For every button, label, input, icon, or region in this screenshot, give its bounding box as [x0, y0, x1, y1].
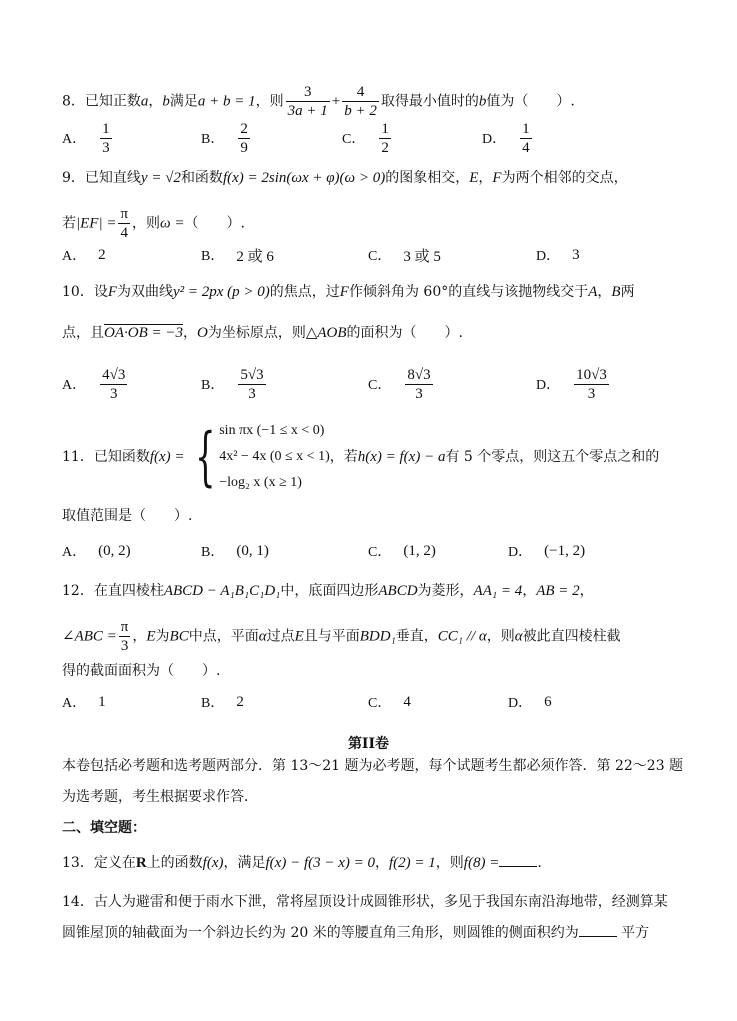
q8-option-b[interactable]: B． $\frac{2}{9}$: [201, 120, 248, 156]
q8-option-a[interactable]: A． $\frac{1}{3}$: [62, 120, 110, 156]
q9-stem: 9．已知直线y = √2和函数f(x) = 2sin(ωx + φ)(ω > 0)的图象相交，E，F为两个相邻的交点，: [62, 170, 628, 186]
section-desc-2: 为选考题，考生根据要求作答．: [62, 789, 258, 805]
q10-stem: 10．设F为双曲线y² = 2px (p > 0)的焦点，过F作倾斜角为 60°的直线与该抛物线交于A，B两: [62, 284, 635, 300]
q9-option-d[interactable]: D． 3: [536, 246, 580, 264]
q9-options: [62, 245, 682, 265]
q8-option-d[interactable]: D． $\frac{1}{4}$: [482, 120, 530, 156]
q10-option-b[interactable]: B． $\frac{5√3}{3}$: [201, 366, 264, 402]
q12-option-b[interactable]: B． 2: [201, 693, 244, 711]
q11-option-a[interactable]: A． (0, 2): [62, 542, 131, 560]
q12-options: [62, 692, 682, 712]
q8-frac2: $\frac{4}{b + 2}$: [344, 84, 377, 119]
q14-answer-blank[interactable]: [579, 922, 617, 937]
q11-option-b[interactable]: B． (0, 1): [201, 542, 269, 560]
q10-option-d[interactable]: D． $\frac{10√3}{3}$: [536, 366, 607, 402]
q8-options: [62, 118, 682, 158]
q10-option-a[interactable]: A． $\frac{4√3}{3}$: [62, 366, 126, 402]
q11-stem-2: 取值范围是（ ）.: [62, 508, 193, 524]
q12-stem-2: ∠ABC = $\frac{\pi}{3}$ ，E为BC中点，平面α过点E且与平面BDD₁垂直，CC₁ // α，则α被此直四棱柱截: [62, 619, 621, 654]
q8-stem: 8．已知正数a，b满足a + b = 1，则 $\frac{3}{3a + 1}$ + $\frac{4}{b + 2}$ 取得最小值时的b值为（ ）.: [62, 84, 575, 119]
q8-option-c[interactable]: C． $\frac{1}{2}$: [342, 120, 389, 156]
q12-stem-3: 得的截面面积为（ ）.: [62, 663, 221, 679]
q11-piecewise: sin πx (−1 ≤ x < 0) 4x² − 4x (0 ≤ x < 1) −log₂ x (x ≥ 1): [219, 423, 330, 490]
section-title: 第II卷: [347, 736, 390, 752]
brace-icon: {: [194, 420, 216, 494]
q11-option-c[interactable]: C． (1, 2): [368, 542, 436, 560]
q14-stem-2: 圆锥屋顶的轴截面为一个斜边长约为 20 米的等腰直角三角形，则圆锥的侧面积约为 平方: [62, 922, 685, 943]
q10-option-c[interactable]: C． $\frac{8√3}{3}$: [368, 366, 431, 402]
q9-stem-2: 若|EF| = $\frac{\pi}{4}$ ，则ω =（ ）.: [62, 206, 245, 241]
section-desc: 本卷包括必考题和选考题两部分．第 13～21 题为必考题，每个试题考生都必须作答．第 22～23 题: [62, 758, 684, 774]
q11-option-d[interactable]: D． (−1, 2): [508, 542, 586, 560]
fill-in-title: 二、填空题：: [62, 820, 146, 836]
q12-option-a[interactable]: A． 1: [62, 693, 106, 711]
q13-stem: 13．定义在R上的函数f(x)，满足f(x) − f(3 − x) = 0，f(2) = 1，则f(8) = .: [62, 852, 685, 873]
q11-stem: 11．已知函数 f(x) = { sin πx (−1 ≤ x < 0) 4x² − 4x (0 ≤ x < 1) −log₂ x (x ≥ 1) ，若 h(x) = f(x) − a 有 5 个零点，则这五个零点之和的: [62, 420, 660, 494]
q10-options: [62, 364, 682, 404]
q12-stem: 12．在直四棱柱ABCD − A₁B₁C₁D₁中，底面四边形ABCD为菱形，AA₁ = 4，AB = 2，: [62, 583, 594, 599]
q13-answer-blank[interactable]: [499, 852, 537, 867]
q12-option-d[interactable]: D． 6: [508, 693, 552, 711]
q9-option-c[interactable]: C． 3 或 5: [368, 248, 441, 265]
q14-stem: 14．古人为避雷和便于雨水下泄，常将屋顶设计成圆锥形状，多见于我国东南沿海地带，经测算某: [62, 894, 668, 910]
q9-option-b[interactable]: B． 2 或 6: [201, 248, 274, 265]
q8-frac1: $\frac{3}{3a + 1}$: [287, 84, 328, 119]
q11-options: [62, 541, 682, 561]
q12-option-c[interactable]: C． 4: [368, 693, 411, 711]
q10-stem-2: 点，且OA·OB = −3，O为坐标原点，则△AOB的面积为（ ）.: [62, 325, 463, 341]
q9-option-a[interactable]: A． 2: [62, 246, 106, 264]
